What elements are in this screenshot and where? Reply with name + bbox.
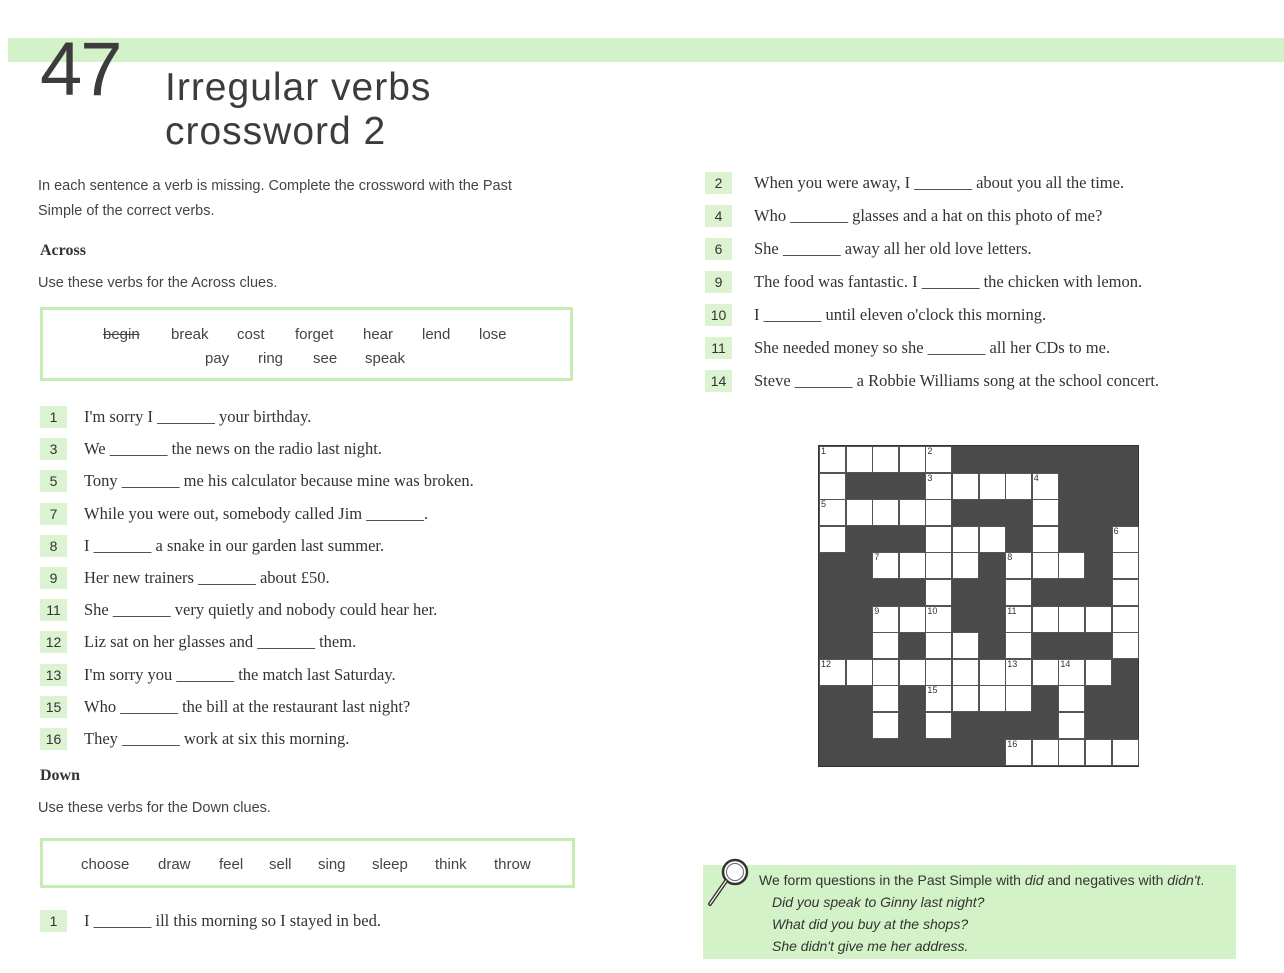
clue-number: 6 — [705, 238, 732, 260]
magnifying-glass-icon — [705, 856, 753, 908]
tip-keyword-didnt: didn't — [1167, 872, 1201, 888]
verb-word: lend — [422, 326, 451, 343]
clue-text: I _______ ill this morning so I stayed in bed. — [84, 911, 381, 930]
crossword-cell[interactable] — [952, 526, 979, 553]
clue-text: I'm sorry you _______ the match last Saturday. — [84, 665, 396, 684]
clue-number: 9 — [40, 567, 67, 589]
crossword-cell[interactable] — [925, 526, 952, 553]
crossword-cell[interactable] — [979, 659, 1006, 686]
crossword-cell[interactable] — [872, 606, 899, 633]
verb-word: forget — [295, 326, 334, 343]
header-band — [8, 38, 1284, 62]
crossword-cell[interactable] — [1058, 659, 1085, 686]
crossword-cell[interactable] — [1112, 579, 1139, 606]
clue-number: 11 — [40, 599, 67, 621]
crossword-cell[interactable] — [1058, 606, 1085, 633]
crossword-cell[interactable] — [872, 659, 899, 686]
crossword-cell-number: 9 — [874, 605, 880, 616]
crossword-cell[interactable] — [925, 632, 952, 659]
crossword-cell[interactable] — [1032, 526, 1059, 553]
clue-number: 15 — [40, 696, 67, 718]
clue-text: I _______ a snake in our garden last summer. — [84, 536, 385, 555]
crossword-cell[interactable] — [846, 499, 873, 526]
crossword-cell[interactable] — [872, 446, 899, 473]
tip-rule — [759, 872, 1204, 888]
crossword-cell-number: 5 — [821, 499, 827, 510]
verb-word: throw — [494, 856, 531, 873]
clue-number: 7 — [40, 503, 67, 525]
crossword-cell[interactable] — [1085, 606, 1112, 633]
clue-text: She _______ very quietly and nobody could hear her. — [84, 600, 438, 619]
crossword-cell[interactable] — [899, 552, 926, 579]
crossword-cell[interactable] — [1112, 739, 1139, 766]
verb-word: sing — [318, 856, 346, 873]
tip-example: She didn't give me her address. — [772, 938, 969, 954]
clue-number: 3 — [40, 438, 67, 460]
crossword-cell[interactable] — [1058, 685, 1085, 712]
crossword-cell[interactable] — [925, 712, 952, 739]
clue-text: I'm sorry I _______ your birthday. — [84, 407, 312, 426]
crossword-cell[interactable] — [979, 473, 1006, 500]
clue-text: Her new trainers _______ about £50. — [84, 568, 330, 587]
crossword-cell[interactable] — [952, 552, 979, 579]
crossword-cell[interactable] — [1032, 659, 1059, 686]
crossword-cell-number: 10 — [927, 605, 938, 616]
crossword-cell[interactable] — [846, 659, 873, 686]
crossword-cell-number: 7 — [874, 552, 880, 563]
clue-number: 1 — [40, 910, 67, 932]
clue-text: Steve _______ a Robbie Williams song at the school concert. — [754, 371, 1160, 390]
tip-rule-part: and negatives with — [1043, 872, 1168, 888]
crossword-cell[interactable] — [899, 446, 926, 473]
crossword-cell[interactable] — [952, 685, 979, 712]
crossword-cell[interactable] — [1005, 739, 1032, 766]
crossword-cell[interactable] — [846, 446, 873, 473]
page-title — [165, 66, 431, 154]
clue-number: 2 — [705, 172, 732, 194]
crossword-cell[interactable] — [952, 659, 979, 686]
crossword-cell[interactable] — [925, 606, 952, 633]
crossword-cell[interactable] — [925, 685, 952, 712]
crossword-cell[interactable] — [1032, 473, 1059, 500]
crossword-cell[interactable] — [1085, 739, 1112, 766]
crossword-cell[interactable] — [819, 473, 846, 500]
verb-word: ring — [258, 350, 284, 367]
clue-text: Who _______ glasses and a hat on this photo of me? — [754, 206, 1103, 225]
crossword-cell[interactable] — [1085, 659, 1112, 686]
crossword-cell-number: 4 — [1033, 472, 1039, 483]
crossword-cell[interactable] — [1032, 606, 1059, 633]
tip-rule-part: We form questions in the Past Simple with — [759, 872, 1025, 888]
tip-keyword-did: did — [1024, 872, 1044, 888]
crossword-cell[interactable] — [819, 526, 846, 553]
crossword-cell-number: 11 — [1007, 605, 1017, 616]
crossword-cell-number: 3 — [927, 472, 933, 483]
crossword-cell[interactable] — [925, 499, 952, 526]
down-verb-box — [40, 838, 575, 888]
crossword-cell[interactable] — [1005, 552, 1032, 579]
verb-word: begin — [103, 326, 140, 343]
clue-number: 9 — [705, 271, 732, 293]
clue-text: She _______ away all her old love letters. — [754, 239, 1032, 258]
crossword-cell-number: 14 — [1060, 658, 1071, 669]
clue-text: They _______ work at six this morning. — [84, 729, 350, 748]
clue-number: 8 — [40, 535, 67, 557]
verb-word: pay — [205, 350, 230, 367]
verb-word: see — [313, 350, 338, 367]
clue-number: 5 — [40, 470, 67, 492]
crossword-cell[interactable] — [872, 632, 899, 659]
across-heading: Across — [40, 242, 86, 259]
clue-text: While you were out, somebody called Jim _______. — [84, 504, 429, 523]
crossword-cell-number: 1 — [821, 446, 827, 456]
crossword-cell[interactable] — [1005, 632, 1032, 659]
crossword-cell[interactable] — [925, 473, 952, 500]
clue-text: Liz sat on her glasses and _______ them. — [84, 632, 357, 651]
crossword-cell[interactable] — [819, 446, 846, 473]
clue-number: 4 — [705, 205, 732, 227]
unit-number: 47 — [40, 27, 121, 112]
intro-line-1: In each sentence a verb is missing. Complete the crossword with the Past — [38, 178, 512, 194]
clue-number: 14 — [705, 370, 732, 392]
crossword-cell[interactable] — [952, 473, 979, 500]
crossword-cell[interactable] — [1032, 739, 1059, 766]
clue-number: 10 — [705, 304, 732, 326]
clue-text: The food was fantastic. I _______ the chicken with lemon. — [754, 272, 1143, 291]
clue-text: We _______ the news on the radio last night. — [84, 439, 382, 458]
crossword-cell[interactable] — [872, 712, 899, 739]
crossword-cell[interactable] — [819, 659, 846, 686]
verb-word: break — [171, 326, 209, 343]
title-line-1: Irregular verbs — [165, 66, 432, 109]
crossword-cell[interactable] — [925, 552, 952, 579]
crossword-cell[interactable] — [872, 499, 899, 526]
crossword-cell[interactable] — [1112, 632, 1139, 659]
crossword-cell-number: 12 — [821, 658, 832, 669]
tip-example: What did you buy at the shops? — [772, 916, 969, 932]
crossword-cell[interactable] — [1005, 473, 1032, 500]
clue-text: Who _______ the bill at the restaurant last night? — [84, 697, 411, 716]
clue-text: She needed money so she _______ all her CDs to me. — [754, 338, 1111, 357]
verb-word: lose — [479, 326, 507, 343]
clue-text: I _______ until eleven o'clock this morning. — [754, 305, 1047, 324]
crossword-cell-number: 6 — [1113, 525, 1119, 536]
clue-number: 11 — [705, 337, 732, 359]
crossword-cell[interactable] — [979, 685, 1006, 712]
crossword-cell-number: 15 — [927, 685, 938, 696]
verb-word: think — [435, 856, 467, 873]
crossword-cell[interactable] — [899, 659, 926, 686]
verb-word: hear — [363, 326, 394, 343]
crossword-cell[interactable] — [925, 446, 952, 473]
crossword-cell[interactable] — [1112, 552, 1139, 579]
crossword-cell[interactable] — [899, 606, 926, 633]
verb-word: sleep — [372, 856, 408, 873]
across-verb-box — [40, 307, 573, 381]
crossword-cell[interactable] — [1112, 526, 1139, 553]
crossword-cell[interactable] — [1058, 739, 1085, 766]
verb-word: speak — [365, 350, 406, 367]
crossword-cell[interactable] — [1032, 552, 1059, 579]
verb-word: feel — [219, 856, 244, 873]
title-line-2: crossword 2 — [165, 110, 387, 153]
crossword-cell[interactable] — [1032, 499, 1059, 526]
crossword-cell[interactable] — [1112, 606, 1139, 633]
crossword-cell[interactable] — [1005, 685, 1032, 712]
crossword-cell-number: 8 — [1007, 552, 1013, 563]
crossword-cell[interactable] — [1058, 712, 1085, 739]
down-heading: Down — [40, 767, 81, 784]
clue-number: 12 — [40, 631, 67, 653]
crossword-cell[interactable] — [925, 579, 952, 606]
crossword-cell[interactable] — [899, 499, 926, 526]
intro-text — [38, 174, 578, 224]
crossword-cell-number: 16 — [1007, 738, 1018, 749]
crossword-cell[interactable] — [1058, 552, 1085, 579]
crossword-cell[interactable] — [979, 526, 1006, 553]
crossword-cell[interactable] — [925, 659, 952, 686]
crossword-cell[interactable] — [1005, 606, 1032, 633]
crossword-cell[interactable] — [819, 499, 846, 526]
intro-line-2: Simple of the correct verbs. — [38, 203, 215, 219]
clue-number: 16 — [40, 728, 67, 750]
crossword-cell-number: 13 — [1007, 658, 1018, 669]
crossword-cell[interactable] — [872, 552, 899, 579]
crossword-cell[interactable] — [952, 632, 979, 659]
verb-word: cost — [237, 326, 265, 343]
across-instruction: Use these verbs for the Across clues. — [38, 275, 278, 291]
verb-word: choose — [81, 856, 130, 873]
crossword-cell[interactable] — [1005, 579, 1032, 606]
crossword-cell-number: 2 — [927, 446, 933, 456]
clue-number: 13 — [40, 664, 67, 686]
verb-word: draw — [158, 856, 191, 873]
verb-word: sell — [269, 856, 292, 873]
crossword-cell[interactable] — [872, 685, 899, 712]
clue-text: When you were away, I _______ about you all the time. — [754, 173, 1125, 192]
clue-number: 1 — [40, 406, 67, 428]
tip-example: Did you speak to Ginny last night? — [772, 894, 985, 910]
clue-text: Tony _______ me his calculator because mine was broken. — [84, 471, 474, 490]
crossword-grid — [818, 445, 1139, 767]
tip-rule-part: . — [1200, 872, 1205, 888]
crossword-cell[interactable] — [1005, 659, 1032, 686]
down-instruction: Use these verbs for the Down clues. — [38, 800, 271, 816]
